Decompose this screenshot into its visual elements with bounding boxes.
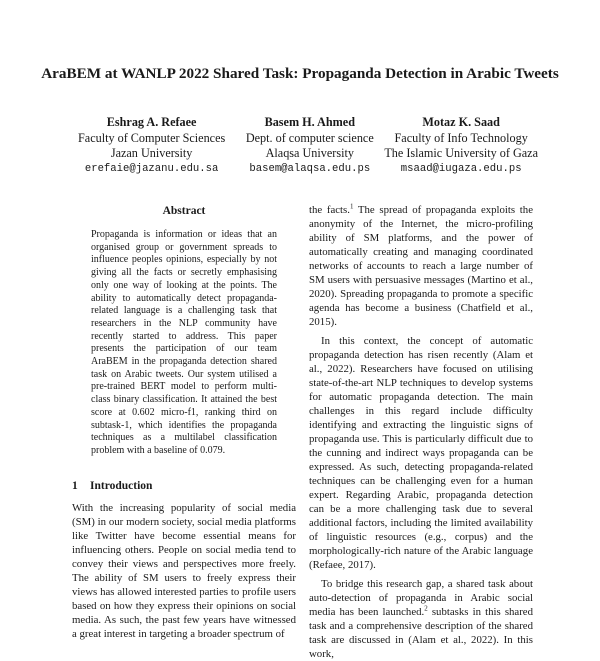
right-column xyxy=(309,203,533,661)
intro-paragraph-1 xyxy=(309,203,533,329)
intro-paragraph-3 xyxy=(309,577,533,661)
author-affiliation: Faculty of Computer Sciences xyxy=(78,130,226,145)
author-institution: Alaqsa University xyxy=(265,146,354,161)
author-2 xyxy=(246,115,374,177)
author-affiliation: Faculty of Info Technology xyxy=(394,130,528,145)
paragraph-text: subtasks in this shared task and a comprehensive description of the shared task are discussed in (Alam et al., 2022). In this work, xyxy=(309,606,533,660)
author-1 xyxy=(78,115,225,177)
paragraph-text: the facts. xyxy=(309,204,350,216)
section-heading xyxy=(72,480,296,492)
author-affiliation: Dept. of computer science xyxy=(245,130,374,145)
author-institution: Jazan University xyxy=(110,146,193,161)
left-column xyxy=(72,200,296,641)
paragraph-text: The spread of propaganda exploits the anonymity of the Internet, the micro-profiling ability of SM platforms, and the power of automatically creating and managing coordinated networks of accounts to reach a large number of SM users with persuasive messages (Martino et al., 2020). Spreading propaganda to promote a specific agenda has become a business (Chatfield et al., 2015). xyxy=(309,204,533,328)
footnote-marker: 1 xyxy=(349,202,354,211)
abstract-heading: Abstract xyxy=(162,205,206,217)
author-name: Eshrag A. Refaee xyxy=(106,115,197,129)
author-name: Basem H. Ahmed xyxy=(264,115,355,129)
author-name: Motaz K. Saad xyxy=(422,115,500,129)
section-number: 1 xyxy=(72,479,78,492)
intro-paragraph-left: With the increasing popularity of social media (SM) in our modern society, social media platforms like Twitter have become essential means for influencing others. People on social media tend to convey their views and perspectives more freely. The ability of SM users to freely express their views has allowed interested parties to profile users based on how they express their opinions on social media. As such, the past few years have witnessed a great interest in targeting a broader spectrum of xyxy=(72,501,296,640)
author-3 xyxy=(384,115,538,177)
section-title: Introduction xyxy=(90,479,153,492)
footnote-marker: 2 xyxy=(424,604,428,613)
author-institution: The Islamic University of Gaza xyxy=(384,146,538,161)
author-email: erefaie@jazanu.edu.sa xyxy=(84,162,219,175)
paragraph-text: To bridge this research gap, a shared task about auto-detection of propaganda in Arabic social media has been launched. xyxy=(309,578,533,618)
paper-title: AraBEM at WANLP 2022 Shared Task: Propaganda Detection in Arabic Tweets xyxy=(41,65,559,82)
author-email: basem@alaqsa.edu.ps xyxy=(249,162,371,175)
author-block xyxy=(60,115,540,177)
intro-paragraph-2: In this context, the concept of automatic propaganda detection has risen recently (Alam et al., 2022). Researchers have focused on utilising state-of-the-art NLP techniques to develop systems for automatic propaganda detection. The main challenges in this regard include difficulty identifying and extracting the linguistic signs of propaganda use. This is particularly difficult due to the cunning and indirect ways propaganda can be expressed. As such, detecting propaganda-related techniques can be challenging even for a human expert. Regarding Arabic, propaganda detection can be a more challenging task due to several additional factors, including the limited availability of linguistic resources (e.g., corpus) and the morphologically-rich nature of the Arabic language (Refaee, 2017). xyxy=(309,335,533,571)
abstract-text: Propaganda is information or ideas that an organised group or government spreads to influence peoples opinions, especially by not giving all the facts or secretly emphasising only one way of looking at the points. The ability to automatically detect propaganda-related language is a challenging task that researchers in the NLP community have recently started to address. This paper presents the participation of our team AraBEM in the propaganda detection shared task on Arabic tweets. Our system utilised a pre-trained BERT model to perform multi-class binary classification. It attained the best score at 0.602 micro-f1, ranking third on subtask-1, which identifies the propaganda techniques as a multilabel classification problem with a baseline of 0.079. xyxy=(91,229,277,456)
author-email: msaad@iugaza.edu.ps xyxy=(400,162,522,175)
